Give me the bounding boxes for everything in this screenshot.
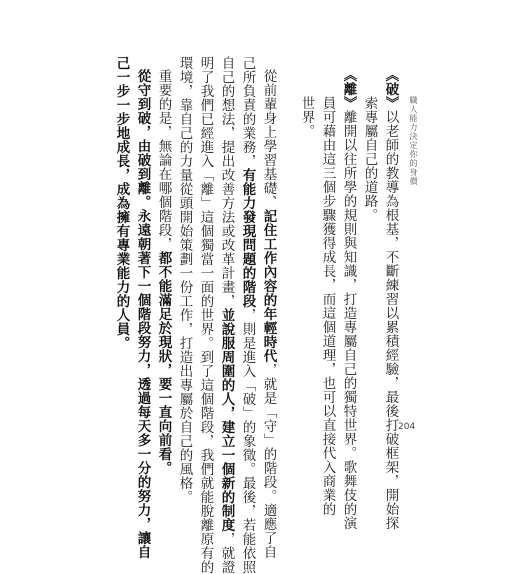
body-col-3-a: 自己的想法，提出改善方法或改革計畫， [218,56,235,308]
body-col-6 [156,69,170,475]
top-line-li-cont-text: 員可藉由這三個步驟獲得成長，而這個道理，也可以直接代入商業的 [319,96,336,516]
body-col-1-c: ，就是「守」的階段。適應了自 [260,363,277,559]
body-col-3-b: 並說服周圍的人，建立一個新的制度 [218,308,235,532]
body-col-6-b: 都不能滿足於現狀，要一直向前看。 [155,251,172,475]
top-line-li-text: 離開以往所學的規則與知識，打造專屬自己的獨特世界。歌舞伎的演 [340,110,357,530]
term-po: 《破》 [382,68,399,110]
body-col-6-a: 重要的是，無論在哪個階段， [155,69,172,251]
body-col-5-a: 環境，靠自己的力量從頭開始策劃一份工作，打造出專屬於自己的風格。 [176,56,193,504]
running-header: 職人能力決定你的身價 [409,96,418,186]
body-col-2-b: 有能力發現問題的階段 [239,168,256,308]
page-number: 204 [398,422,416,432]
body-col-2 [240,56,254,574]
top-line-po [383,68,397,530]
body-col-2-a: 己所負責的業務， [239,56,256,168]
body-col-4-a: 明了我們已經進入「離」這個獨當一面的世界。到了這個階段，我們就能脫離原有的 [197,56,214,574]
body-col-7-a: 從守到破，由破到離。永遠朝著下一個階段努力，透過每天多一分的努力，讓自 [134,69,151,559]
body-col-8 [114,56,128,350]
body-col-1-b: 記住工作內容的年輕時代 [260,209,277,363]
top-line-world-text: 世界。 [298,96,315,138]
body-col-8-a: 己一步一步地成長，成為擁有專業能力的人員。 [113,56,130,350]
body-col-5 [177,56,191,504]
top-line-po-cont [362,96,376,222]
top-line-li-cont [320,96,334,516]
body-col-3-c: ，就證 [218,532,235,574]
top-line-po-text: 以老師的教導為根基，不斷練習以累積經驗，最後打破框架，開始探 [382,110,399,530]
body-col-2-c: ，則是進入「破」的象徵。最後，若能依照 [239,308,256,574]
term-li: 《離》 [340,68,357,110]
top-line-world [299,96,313,138]
body-col-1-a: 從前輩身上學習基礎、 [260,69,277,209]
body-col-7 [135,69,149,559]
body-col-1 [261,69,275,559]
body-col-4 [198,56,212,574]
body-col-3 [219,56,233,574]
top-line-po-cont-text: 索專屬自己的道路。 [361,96,378,222]
top-line-li [341,68,355,530]
